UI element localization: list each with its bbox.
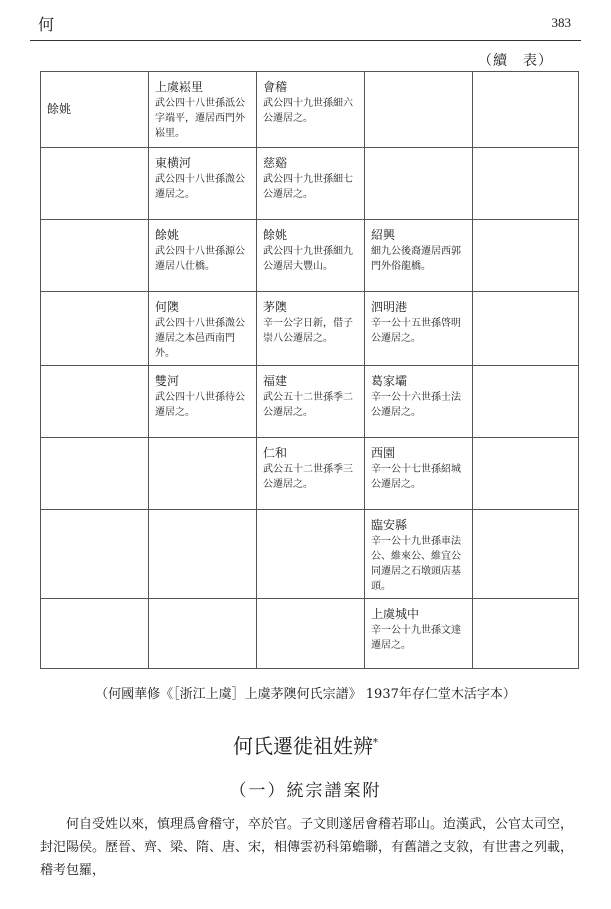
table-row: [41, 292, 579, 366]
migration-note: 辛一公十九世孫車法公、維來公、維宜公同遷居之石墩頭店基頭。: [371, 536, 461, 592]
place-name: 臨安縣: [371, 518, 408, 532]
table-cell: [473, 220, 579, 292]
section-title-text: 何氏遷徙祖姓辨: [233, 734, 373, 758]
table-cell: [41, 599, 149, 669]
table-row: [41, 148, 579, 220]
migration-note: 細九公後裔遷居西郭門外俗龍橋。: [371, 246, 461, 272]
table-cell: [149, 599, 257, 669]
migration-note: 武公四十九世孫細七公遷居之。: [263, 174, 353, 200]
table-cell: [149, 510, 257, 599]
migration-note: 武公四十八世孫溦公遷居之。: [155, 174, 245, 200]
table-cell: [41, 438, 149, 510]
migration-note: 武公四十八世孫源公遷居八仕橋。: [155, 246, 245, 272]
table-cell: [365, 438, 473, 510]
table-cell: [257, 438, 365, 510]
place-name: 東横河: [155, 156, 192, 170]
migration-note: 辛一公十九世孫文達遷居之。: [371, 625, 461, 651]
table-cell: [257, 220, 365, 292]
place-name: 泗明港: [371, 300, 408, 314]
migration-table-body: [41, 72, 579, 669]
place-name: 紹興: [371, 228, 396, 242]
table-cell: [473, 292, 579, 366]
table-cell: [149, 220, 257, 292]
place-name: 會稽: [263, 80, 288, 94]
place-name: 仁和: [263, 446, 288, 460]
table-row: [41, 72, 579, 148]
place-name: 何隩: [155, 300, 180, 314]
table-cell: [41, 148, 149, 220]
migration-note: 武公四十九世孫細九公遷居大豐山。: [263, 246, 353, 272]
table-cell: [365, 148, 473, 220]
place-name: 雙河: [155, 374, 180, 388]
body-paragraph: 何自受姓以來，慎理爲會稽守，卒於官。子文則遂居會稽若耶山。迨漢武，公官太司空，封汜陽侯。歷晉、齊、梁、隋、唐、宋，相傳雲礽科第蟾聯，有舊譜之支敘，有世書之列載，稽考包羅，: [40, 817, 574, 878]
table-cell: [41, 510, 149, 599]
migration-note: 辛一公字日新，借子崇八公遷居之。: [263, 318, 353, 344]
table-cell: [473, 366, 579, 438]
table-cell: [41, 72, 149, 148]
table-row: [41, 510, 579, 599]
table-cell: [41, 292, 149, 366]
running-header-title: 何: [38, 15, 55, 34]
table-cell: [41, 366, 149, 438]
migration-note: 武公四十八世孫溦公遷居之本邑西南門外。: [155, 318, 245, 359]
migration-note: 辛一公十七世孫紹城公遷居之。: [371, 464, 461, 490]
place-name: 餘姚: [155, 228, 180, 242]
table-cell: [149, 366, 257, 438]
table-cell: [257, 366, 365, 438]
place-name: 餘姚: [263, 228, 288, 242]
table-cell: [473, 438, 579, 510]
footnote-mark: *: [373, 737, 378, 749]
table-cell: [365, 599, 473, 669]
table-cell: [257, 72, 365, 148]
page-number: 383: [551, 15, 571, 30]
section-title: [0, 730, 611, 759]
table-cell: [473, 72, 579, 148]
subsection-title: （一）統宗譜案附: [229, 781, 382, 801]
table-cell: [41, 220, 149, 292]
continued-table-label: （續 表）: [478, 53, 553, 69]
migration-note: 武公四十八世孫泜公字端平，遷居西門外崧里。: [155, 98, 245, 139]
table-row: [41, 438, 579, 510]
table-cell: [473, 599, 579, 669]
table-cell: [365, 292, 473, 366]
place-name: 福建: [263, 374, 288, 388]
table-cell: [365, 366, 473, 438]
place-name: 西園: [371, 446, 396, 460]
migration-note: 武公五十二世孫季三公遷居之。: [263, 464, 353, 490]
table-cell: [473, 148, 579, 220]
table-cell: [257, 148, 365, 220]
table-row: [41, 220, 579, 292]
migration-note: 武公四十九世孫細六公遷居之。: [263, 98, 353, 124]
place-name: 上虞城中: [371, 607, 420, 621]
place-name: 茅隩: [263, 300, 288, 314]
migration-table: [40, 71, 579, 669]
table-row: [41, 366, 579, 438]
migration-note: 武公五十二世孫季二公遷居之。: [263, 392, 353, 418]
table-cell: [365, 72, 473, 148]
source-caption: （何國華修《［浙江上虞］上虞茅隩何氏宗譜》 1937年存仁堂木活字本）: [95, 687, 516, 702]
place-name: 葛家壩: [371, 374, 408, 388]
table-cell: [257, 292, 365, 366]
table-row: [41, 599, 579, 669]
migration-note: 辛一公十六世孫士法公遷居之。: [371, 392, 461, 418]
table-cell: [257, 510, 365, 599]
table-cell: [365, 220, 473, 292]
table-cell: [257, 599, 365, 669]
migration-note: 武公四十八世孫待公遷居之。: [155, 392, 245, 418]
place-name: 慈谿: [263, 156, 288, 170]
migration-note: 辛一公十五世孫啓明公遷居之。: [371, 318, 461, 344]
table-cell: [149, 292, 257, 366]
header-rule: [30, 40, 581, 41]
table-cell: [149, 148, 257, 220]
region-label: 餘姚: [47, 102, 72, 116]
table-cell: [149, 438, 257, 510]
table-cell: [473, 510, 579, 599]
table-cell: [365, 510, 473, 599]
table-cell: [149, 72, 257, 148]
place-name: 上虞崧里: [155, 80, 204, 94]
